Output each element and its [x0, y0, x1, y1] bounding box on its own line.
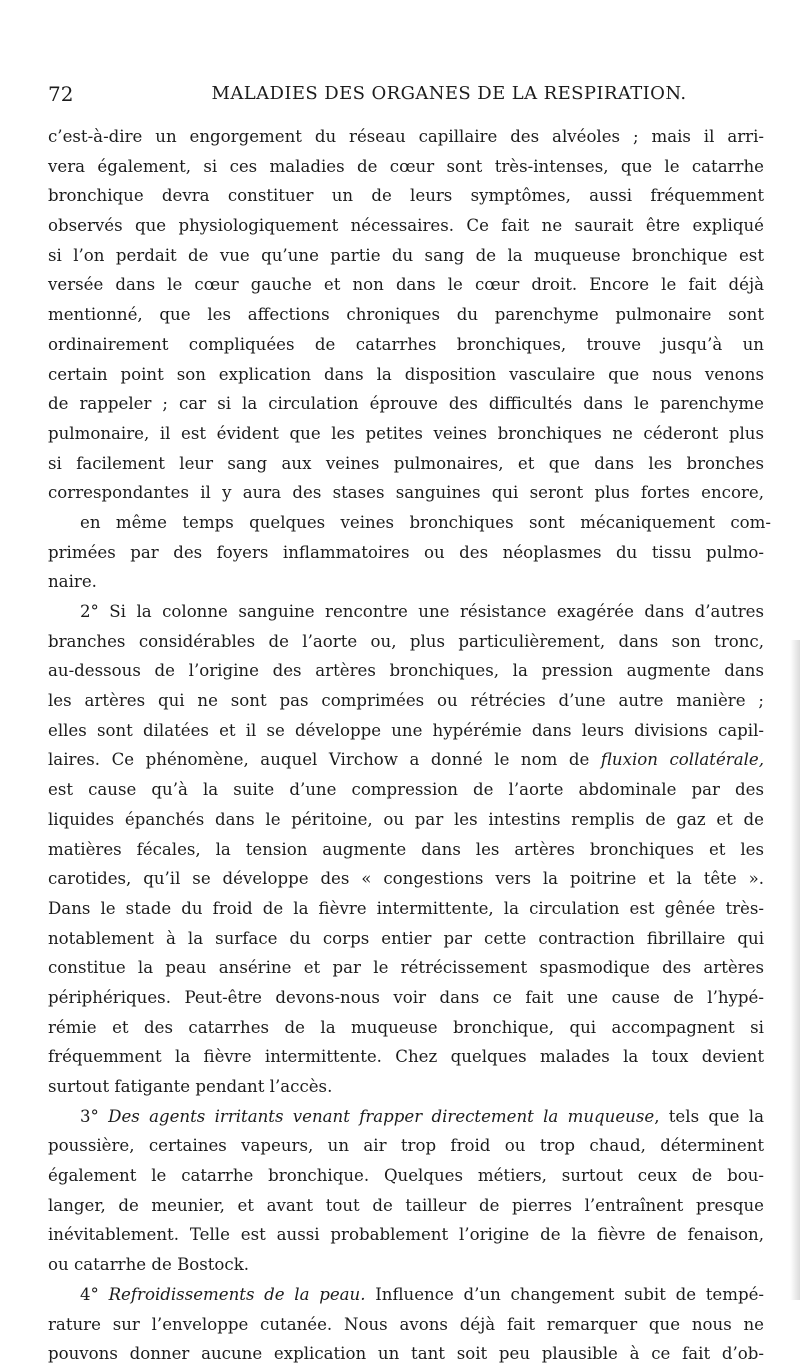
text-line: inévitablement. Telle est aussi probablement l’origine de la fièvre de fenaison,: [48, 1225, 764, 1245]
text-fragment: 3°: [80, 1106, 109, 1126]
text-line: si l’on perdait de vue qu’une partie du sang de la muqueuse bronchique est: [48, 245, 764, 265]
text-line: est cause qu’à la suite d’une compression de l’aorte abdominale par des: [48, 780, 764, 800]
text-line: elles sont dilatées et il se développe une hypérémie dans leurs divisions capil-: [48, 720, 764, 740]
text-line: bronchique devra constituer un de leurs symptômes, aussi fréquemment: [48, 186, 764, 206]
text-fragment: Influence d’un changement subit de tempé-: [365, 1284, 765, 1304]
text-fragment: 4°: [80, 1284, 109, 1304]
text-line: de rappeler ; car si la circulation éprouve des difficultés dans le parenchyme: [48, 394, 764, 414]
text-line: correspondantes il y aura des stases sanguines qui seront plus fortes encore,: [48, 483, 764, 503]
running-head: [48, 80, 764, 110]
text-line: poussière, certaines vapeurs, un air trop froid ou trop chaud, déterminent: [48, 1136, 764, 1156]
text-line: primées par des foyers inflammatoires ou des néoplasmes du tissu pulmo-: [48, 542, 764, 562]
text-line: Dans le stade du froid de la fièvre intermittente, la circulation est gênée très-: [48, 898, 764, 918]
text-line-mixed: [48, 1280, 764, 1310]
text-fragment: , tels que la: [654, 1106, 764, 1126]
text-line: constitue la peau ansérine et par le rétrécissement spasmodique des artères: [48, 958, 764, 978]
text-line: les artères qui ne sont pas comprimées ou rétrécies d’une autre manière ;: [48, 691, 764, 711]
text-line: ordinairement compliquées de catarrhes bronchiques, trouve jusqu’à un: [48, 334, 764, 354]
text-line: versée dans le cœur gauche et non dans le cœur droit. Encore le fait déjà: [48, 275, 764, 295]
text-line: certain point son explication dans la disposition vasculaire que nous venons: [48, 364, 764, 384]
text-line: au-dessous de l’origine des artères bronchiques, la pression augmente dans: [48, 661, 764, 681]
text-line: surtout fatigante pendant l’accès.: [48, 1077, 333, 1096]
text-line: pulmonaire, il est évident que les petites veines bronchiques ne céderont plus: [48, 423, 764, 443]
text-line: observés que physiologiquement nécessaires. Ce fait ne saurait être expliqué: [48, 216, 764, 236]
text-line: matières fécales, la tension augmente dans les artères bronchiques et les: [48, 839, 764, 859]
text-line: c’est-à-dire un engorgement du réseau capillaire des alvéoles ; mais il arri-: [48, 127, 764, 146]
text-line: notablement à la surface du corps entier par cette contraction fibrillaire qui: [48, 928, 764, 948]
italic-term-fluxion: fluxion collatérale,: [600, 750, 764, 770]
text-line-mixed: [48, 1102, 764, 1132]
running-title: MALADIES DES ORGANES DE LA RESPIRATION.: [211, 83, 687, 104]
text-line: en même temps quelques veines bronchiques sont mécaniquement com-: [80, 512, 771, 532]
text-line: également le catarrhe bronchique. Quelques métiers, surtout ceux de bou-: [48, 1166, 764, 1186]
text-line: naire.: [48, 572, 97, 592]
body-text: [48, 122, 771, 1369]
text-fragment: laires. Ce phénomène, auquel Virchow a donné le nom de: [48, 750, 601, 770]
text-line: ou catarrhe de Bostock.: [48, 1255, 250, 1275]
page-number: 72: [48, 82, 74, 106]
text-line: liquides épanchés dans le péritoine, ou par les intestins remplis de gaz et de: [48, 809, 764, 829]
text-line: périphériques. Peut-être devons-nous voir dans ce fait une cause de l’hypé-: [48, 987, 764, 1007]
text-line: rature sur l’enveloppe cutanée. Nous avons déjà fait remarquer que nous ne: [48, 1314, 764, 1334]
text-line: pouvons donner aucune explication un tant soit peu plausible à ce fait d’ob-: [48, 1344, 764, 1364]
italic-heading-refroidissements: Refroidissements de la peau.: [108, 1284, 366, 1304]
text-line: rémie et des catarrhes de la muqueuse bronchique, qui accompagnent si: [48, 1017, 764, 1037]
text-line: carotides, qu’il se développe des « congestions vers la poitrine et la tête ».: [48, 869, 764, 889]
text-line: langer, de meunier, et avant tout de tailleur de pierres l’entraînent presque: [48, 1195, 764, 1215]
text-line: fréquemment la fièvre intermittente. Chez quelques malades la toux devient: [48, 1047, 764, 1067]
text-line: branches considérables de l’aorte ou, plus particulièrement, dans son tronc,: [48, 631, 764, 651]
text-line: mentionné, que les affections chroniques du parenchyme pulmonaire sont: [48, 305, 764, 325]
text-line: vera également, si ces maladies de cœur sont très-intenses, que le catarrhe: [48, 156, 764, 176]
text-line: 2° Si la colonne sanguine rencontre une résistance exagérée dans d’autres: [80, 602, 764, 621]
text-line: si facilement leur sang aux veines pulmonaires, et que dans les bronches: [48, 453, 764, 473]
text-line-mixed: [48, 745, 764, 775]
italic-heading-agents: Des agents irritants venant frapper directement la muqueuse: [108, 1106, 655, 1126]
